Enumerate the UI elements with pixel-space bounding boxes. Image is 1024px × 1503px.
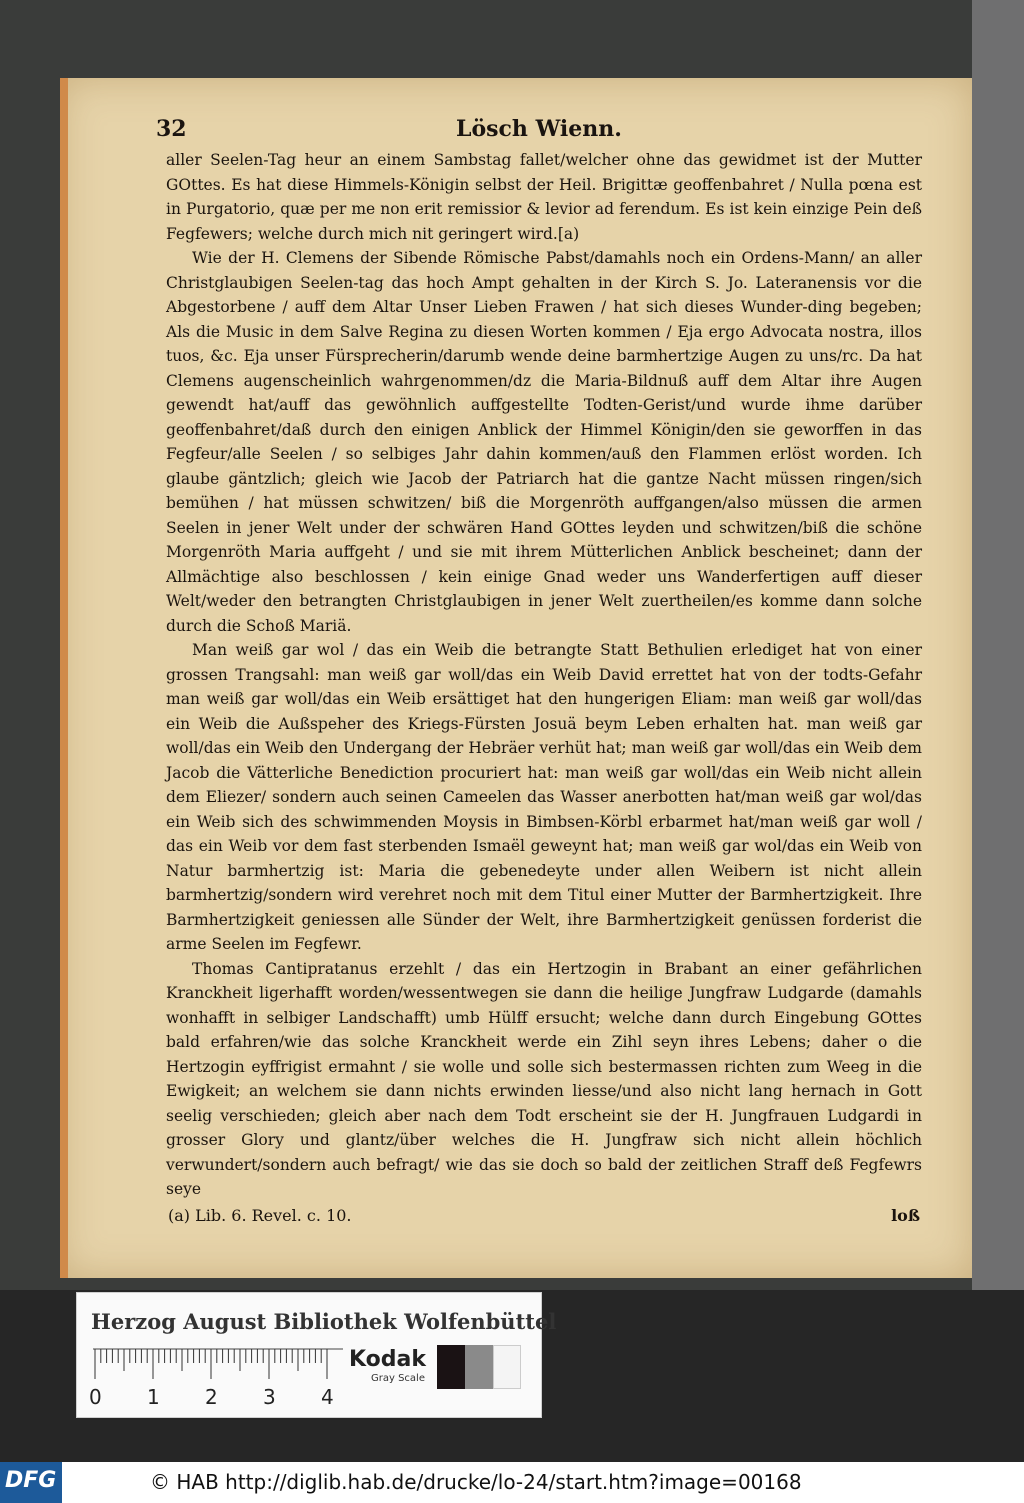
dfg-logo-text: DFG bbox=[5, 1468, 57, 1493]
page-number: 32 bbox=[156, 116, 187, 142]
gray-patch bbox=[437, 1345, 465, 1389]
dfg-logo[interactable] bbox=[0, 1462, 62, 1503]
ruler-number: 3 bbox=[263, 1385, 276, 1409]
ruler-number: 2 bbox=[205, 1385, 218, 1409]
measurement-ruler bbox=[93, 1347, 343, 1383]
backing-board-edge bbox=[972, 0, 1024, 1290]
footnote: (a) Lib. 6. Revel. c. 10. bbox=[168, 1206, 352, 1225]
gray-patch bbox=[493, 1345, 521, 1389]
library-name: Herzog August Bibliothek Wolfenbüttel bbox=[91, 1309, 557, 1334]
ruler-number: 0 bbox=[89, 1385, 102, 1409]
page-footer bbox=[168, 1206, 920, 1232]
library-label-card bbox=[76, 1292, 557, 1418]
running-title: Lösch Wienn. bbox=[456, 116, 622, 142]
paragraph: Wie der H. Clemens der Sibende Römische Pabst/damahls noch ein Ordens-Mann/ an aller Christglaubigen Seelen-tag das hoch Ampt gehalten in der Kirch S. Jo. Lateranensis vor die Abgestorbene / auff dem Altar Unser Lieben Frawen / hat sich dieses Wunder-ding begeben; Als die Music in dem Salve Regina zu diesen Worten kommen / Eja ergo Advocata nostra, illos tuos, &c. Eja unser Fürsprecherin/darumb wende deine barmhertzige Augen zu uns/rc. Da hat Clemens augenscheinlich wahrgenommen/dz die Maria-Bildnuß auff dem Altar ihre Augen gewendt hat/auff das gewöhnlich auffgestellte Todten-Gerist/und wurde ihme darüber geoffenbahret/daß durch den einigen Anblick der Himmel Königin/den sie geworffen in das Fegfeur/alle Seelen / so selbiges Jahr dahin kommen/auß den Flammen erlöst worden. Ich glaube gäntzlich; gleich wie Jacob der Patriarch hat die gantze Nacht müssen ringen/sich bemühen / hat müssen schwitzen/ biß die Morgenröth auffgangen/also müssen die armen Seelen in jener Welt under der schwären Hand GOttes leyden und schwitzen/biß die schöne Morgenröth Maria auffgeht / und sie mit ihrem Mütterlichen Anblick bescheinet; dann der Allmächtige also beschlossen / kein einige Gnad weder uns Wanderfertigen auff dieser Welt/weder den betrangten Christglaubigen in jener Welt zuertheilen/es komme dann solche durch die Schoß Mariä. bbox=[166, 249, 922, 635]
kodak-logo bbox=[349, 1347, 429, 1387]
ruler-number: 1 bbox=[147, 1385, 160, 1409]
paragraph: Man weiß gar wol / das ein Weib die betrangte Statt Bethulien erlediget hat von einer grossen Trangsahl: man weiß gar woll/das ein Weib David errettet hat von der todts-Gefahr man weiß gar woll/das ein Weib ersättiget hat den hungerigen Eliam: man weiß gar woll/das ein Weib die Außspeher des Kriegs-Fürsten Josuä beym Leben erhalten hat. man weiß gar woll/das ein Weib den Undergang der Hebräer verhüt hat; man weiß gar woll/das ein Weib dem Jacob die Vätterliche Benediction procuriert hat: man weiß gar woll/das ein Weib nicht allein dem Eliezer/ sondern auch seinen Cameelen das Wasser anerbotten hat/man weiß gar wol/das ein Weib sich des schwimmenden Moysis in Bimbsen-Körbl erbarmet hat/man weiß gar woll / das ein Weib vor dem fast sterbenden Ismaël geweynt hat; man weiß gar wol/das ein Weib von Natur barmhertzig ist: Maria die gebenedeyte under allen Weibern ist nicht allein barmhertzig/sondern wird verehret noch mit dem Titul einer Mutter der Barmhertzigkeit. Ihre Barmhertzigkeit geniessen alle Sünder der Welt, ihre Barmhertzigkeit genüssen forderist die arme Seelen im Fegfewr. bbox=[166, 641, 922, 953]
book-page bbox=[60, 78, 972, 1278]
kodak-subtitle: Gray Scale bbox=[371, 1373, 425, 1384]
ruler-labels bbox=[89, 1385, 349, 1409]
kodak-brand: Kodak bbox=[349, 1347, 426, 1372]
ruler-number: 4 bbox=[321, 1385, 334, 1409]
paragraph: Thomas Cantipratanus erzehlt / das ein Hertzogin in Brabant an einer gefährlichen Kranckheit ligerhafft worden/wessentwegen sie dann die heilige Jungfraw Ludgarde (damahls wonhafft in selbiger Landschafft) umb Hülff ersucht; welche dann durch Eingebung GOttes bald erfahren/wie das solche Kranckheit werde ein Zihl seyn ihres Lebens; daher o die Hertzogin eyffrigist ermahnt / sie wolle und solle sich bestermassen richten zum Weeg in die Ewigkeit; an welchem sie dann nichts erwinden liesse/und also nicht lang hernach in Gott seelig verschieden; gleich aber nach dem Todt erscheint sie der H. Jungfrauen Ludgardi in grosser Glory und glantz/über welches die H. Jungfraw sich nicht allein höchlich verwundert/sondern auch befragt/ wie das sie doch so bald der zeitlichen Straff deß Fegfewrs seye bbox=[166, 959, 922, 1198]
source-credit[interactable]: © HAB http://diglib.hab.de/drucke/lo-24/start.htm?image=00168 bbox=[150, 1470, 802, 1494]
body-text bbox=[166, 148, 922, 1202]
gray-patch bbox=[465, 1345, 493, 1389]
paragraph: aller Seelen-Tag heur an einem Sambstag fallet/welcher ohne das gewidmet ist der Mutter GOttes. Es hat diese Himmels-Königin selbst der Heil. Brigittæ geoffenbahret / Nulla pœna est in Purgatorio, quæ per me non erit remissior & levior ad ferendum. Es ist kein einzige Pein deß Fegfewers; welche durch mich nit geringert wird.[a) bbox=[166, 151, 922, 243]
catchword: loß bbox=[891, 1206, 920, 1225]
page-header bbox=[156, 116, 892, 146]
gray-scale-patches bbox=[437, 1345, 521, 1389]
